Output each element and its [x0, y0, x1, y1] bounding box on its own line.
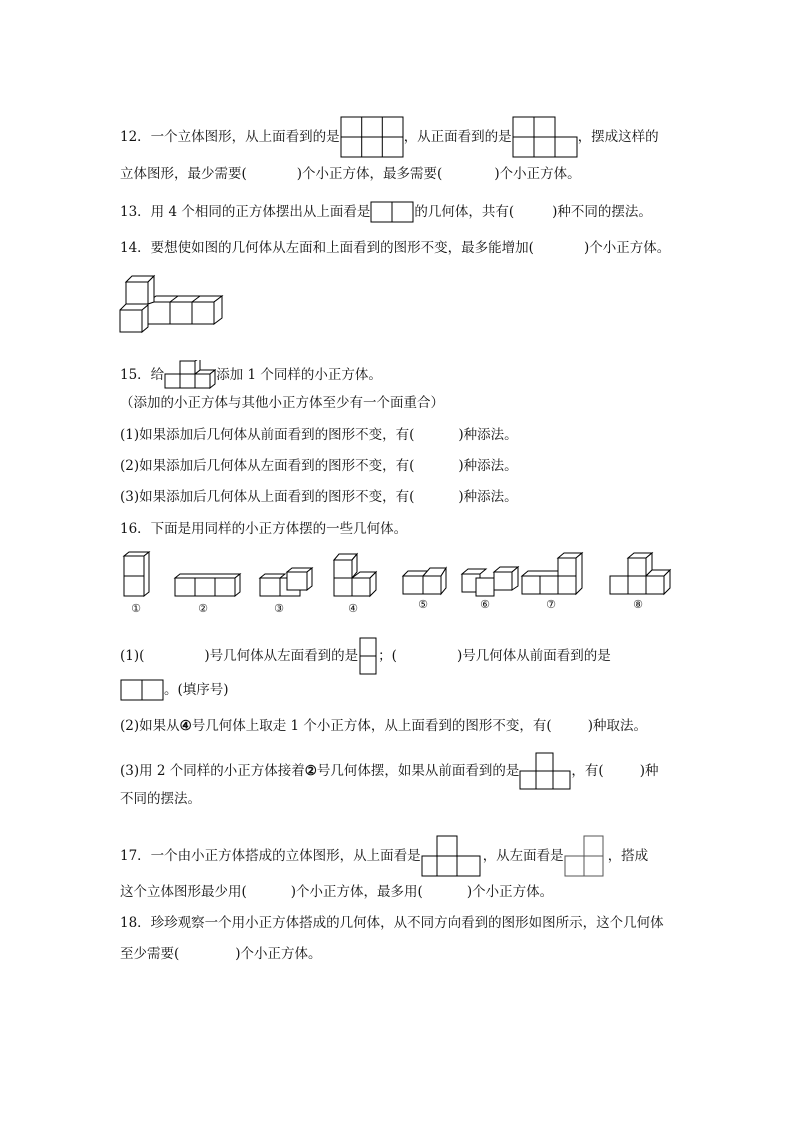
q17-top-view-figure	[421, 835, 483, 877]
q16-solid-2	[175, 574, 240, 596]
q15-sub1-text-a: (1)如果添加后几何体从前面看到的图形不变，有(	[120, 427, 415, 443]
q16-label-6: ⑥	[480, 598, 490, 611]
q16-sub1-text-e: 。(填序号)	[164, 682, 229, 698]
q16-solid-8	[610, 553, 670, 594]
q16-sub2-circled-4: ④	[179, 718, 192, 734]
q16-solid-5	[403, 568, 446, 594]
q14-text-b: )个小正方体。	[583, 240, 671, 256]
q13-top-view-figure	[370, 201, 414, 223]
q16-sub2-text-c: )种取法。	[587, 718, 647, 734]
q16-solid-4	[334, 554, 376, 596]
q16-sub3-text-b: 号几何体摆，如果从前面看到的是	[316, 763, 520, 779]
q15-sub3-text-a: (3)如果添加后几何体从上面看到的图形不变，有(	[120, 489, 415, 505]
q16-label-4: ④	[348, 602, 358, 615]
q15-sub2-text-b: )种添法。	[458, 458, 518, 474]
q16-title	[120, 519, 407, 539]
q16-sub1-text-b: )号几何体从左面看到的是	[204, 648, 359, 664]
q15-sub2	[120, 456, 518, 476]
q17-text-b: ，从左面看是	[482, 848, 564, 864]
q16-sub1-text-a: (1)(	[120, 648, 145, 664]
q16-sub1-line1	[120, 637, 611, 675]
q16-sub3-text-a: (3)用 2 个同样的小正方体接着	[120, 763, 305, 779]
q16-sub3-line2	[120, 789, 201, 809]
q16-sub3-circled-2: ②	[304, 763, 317, 779]
q12-line1	[120, 116, 659, 158]
q15-sub3	[120, 487, 518, 507]
q15-note	[120, 393, 444, 413]
q18-text-b1: 至少需要(	[120, 946, 180, 962]
q16-solid-7	[522, 553, 582, 594]
q17-left-view-figure	[564, 835, 608, 877]
q17-text-c: ，搭成	[607, 848, 649, 864]
q17-line1	[120, 835, 648, 877]
q15-text-b: 添加 1 个同样的小正方体。	[216, 367, 382, 383]
q12-text-d1: 立体图形，最少需要(	[120, 166, 247, 182]
q15-sub1	[120, 425, 518, 445]
q16-label-5: ⑤	[418, 598, 428, 611]
q15-sub2-text-a: (2)如果添加后几何体从左面看到的图形不变，有(	[120, 458, 415, 474]
q16-solids-row	[120, 548, 680, 602]
q13-text-a: 13．用 4 个相同的正方体摆出从上面看是	[120, 204, 371, 220]
q16-sub1-line2	[120, 679, 229, 701]
q16-text-a: 16．下面是用同样的小正方体摆的一些几何体。	[120, 521, 408, 537]
q18-line2	[120, 944, 322, 964]
q16-front-view-figure	[120, 679, 164, 701]
q17-text-a: 17．一个由小正方体搭成的立体图形，从上面看是	[120, 848, 421, 864]
q18-line1	[120, 913, 664, 933]
q14-solid-figure	[118, 272, 230, 336]
q12-text-c: ，摆成这样的	[577, 129, 659, 145]
q18-text-a: 18．珍珍观察一个用小正方体搭成的几何体，从不同方向看到的图形如图所示，这个几何体	[120, 915, 664, 931]
q16-solid-6	[462, 567, 518, 596]
q16-sub2-text-b: 号几何体上取走 1 个小正方体，从上面看到的图形不变，有(	[191, 718, 552, 734]
q16-sub1-text-c: ；(	[378, 648, 397, 664]
q14-text-a: 14．要想使如图的几何体从左面和上面看到的图形不变，最多能增加(	[120, 240, 534, 256]
q17-text-d1: 这个立体图形最少用(	[120, 884, 247, 900]
q15-note-text: （添加的小正方体与其他小正方体至少有一个面重合）	[120, 395, 444, 411]
q16-sub3-front-view-figure	[519, 752, 571, 790]
q16-left-view-figure	[358, 637, 378, 675]
q12-text-d3: )个小正方体。	[494, 166, 581, 182]
q15-sub3-text-b: )种添法。	[458, 489, 518, 505]
q16-label-8: ⑧	[633, 598, 643, 611]
q13-text-b: 的几何体，共有(	[414, 204, 515, 220]
q15-sub1-text-b: )种添法。	[458, 427, 518, 443]
q16-label-3: ③	[274, 602, 284, 615]
q16-label-1: ①	[131, 602, 141, 615]
q17-line2	[120, 882, 553, 902]
q15-text-a: 15．给	[120, 367, 165, 383]
q13-line	[120, 201, 652, 223]
q16-sub3-text-c: ，有(	[571, 763, 604, 779]
q12-text-b: ，从正面看到的是	[403, 129, 512, 145]
q12-top-view-figure	[340, 116, 404, 158]
q16-label-2: ②	[198, 602, 208, 615]
q18-text-b2: )个小正方体。	[235, 946, 322, 962]
q12-line2	[120, 164, 581, 184]
q13-text-c: )种不同的摆法。	[552, 204, 652, 220]
q16-sub1-text-d: )号几何体从前面看到的是	[456, 648, 611, 664]
q16-solid-3	[260, 568, 312, 596]
q16-sub2-text-a: (2)如果从	[120, 718, 180, 734]
q16-sub3-text-e: 不同的摆法。	[120, 791, 201, 807]
q17-text-d3: )个小正方体。	[466, 884, 554, 900]
q15-line	[120, 360, 382, 390]
q14-line	[120, 238, 670, 258]
q15-solid-figure	[164, 360, 216, 390]
q12-text-a: 12．一个立体图形，从上面看到的是	[120, 129, 340, 145]
q16-sub3-text-d: )种	[639, 763, 659, 779]
q17-text-d2: )个小正方体，最多用(	[290, 884, 423, 900]
q12-front-view-figure	[512, 116, 578, 158]
q12-text-d2: )个小正方体，最多需要(	[296, 166, 443, 182]
q16-label-7: ⑦	[546, 598, 556, 611]
q16-sub3-line1	[120, 752, 658, 790]
q16-solid-1	[124, 552, 149, 596]
q16-sub2-line	[120, 716, 647, 736]
